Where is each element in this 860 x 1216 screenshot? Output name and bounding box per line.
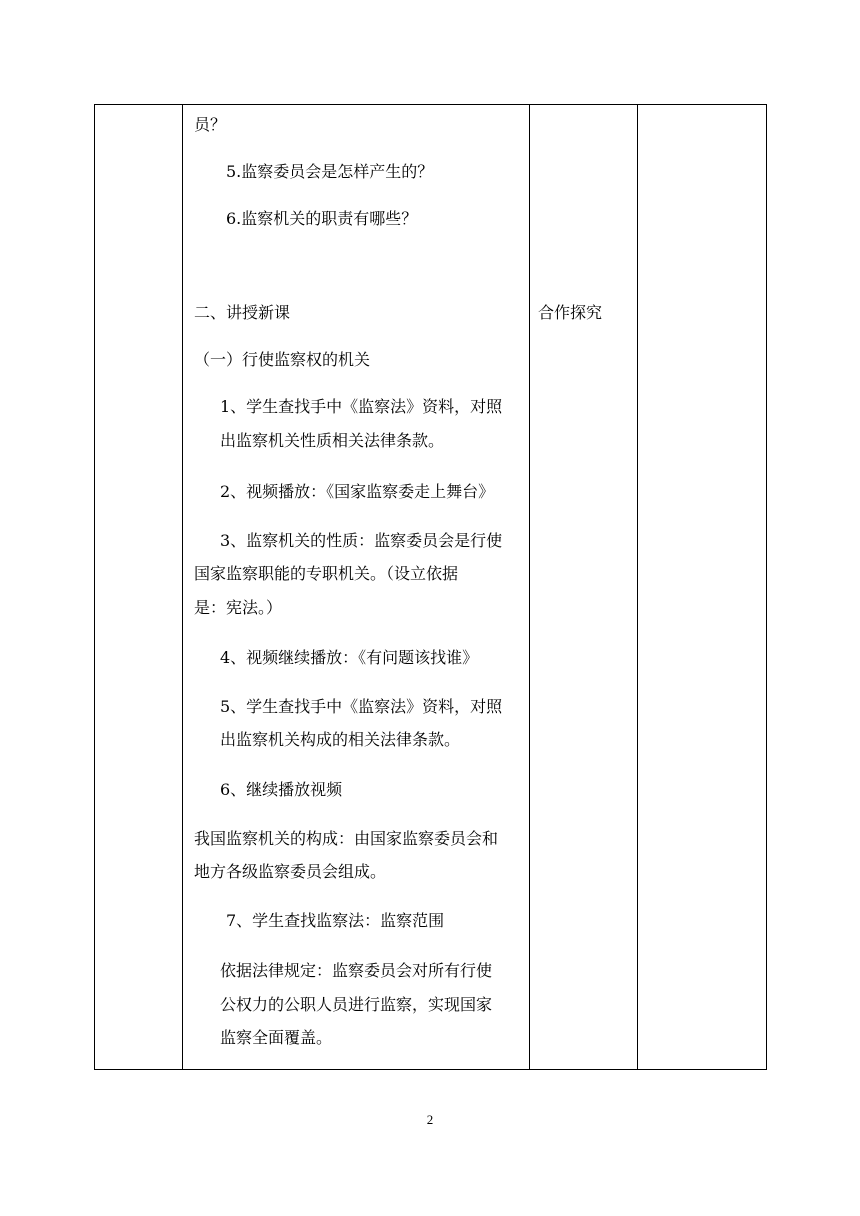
content-line: 3、监察机关的性质：监察委员会是行使 [220,531,503,550]
content-line: 1、学生查找手中《监察法》资料，对照 [220,397,503,416]
content-line: 是：宪法。） [194,598,283,617]
content-line: 地方各级监察委员会组成。 [194,862,387,881]
content-line: 7、学生查找监察法：监察范围 [226,911,445,930]
content-line: 监察全面覆盖。 [220,1028,333,1047]
content-line: 6.监察机关的职责有哪些？ [226,209,418,228]
content-line: 我国监察机关的构成：由国家监察委员会和 [194,829,499,848]
content-line: 依据法律规定：监察委员会对所有行使 [220,961,493,980]
content-line: 2、视频播放：《国家监察委走上舞台》 [220,482,495,501]
activity-label: 合作探究 [538,303,603,322]
subsection-heading: （一）行使监察权的机关 [194,350,371,369]
blank-right-cell [638,105,767,1070]
section-heading: 二、讲授新课 [194,303,291,322]
content-line: 5、学生查找手中《监察法》资料，对照 [220,697,503,716]
page-number: 2 [426,1112,434,1127]
content-line: 员？ [194,115,227,134]
table-row [95,105,767,1070]
content-line: 出监察机关性质相关法律条款。 [220,431,445,450]
content-line: 出监察机关构成的相关法律条款。 [220,730,461,749]
blank-left-cell [95,105,183,1070]
content-line: 6、继续播放视频 [220,780,343,799]
content-line: 国家监察职能的专职机关。（设立依据 [194,564,459,583]
content-line: 5.监察委员会是怎样产生的？ [226,162,434,181]
lesson-plan-table [94,104,767,1070]
content-line: 公权力的公职人员进行监察，实现国家 [220,995,493,1014]
teaching-content-cell [183,105,530,1070]
activity-cell [530,105,638,1070]
content-line: 4、视频继续播放：《有问题该找谁》 [220,648,479,667]
